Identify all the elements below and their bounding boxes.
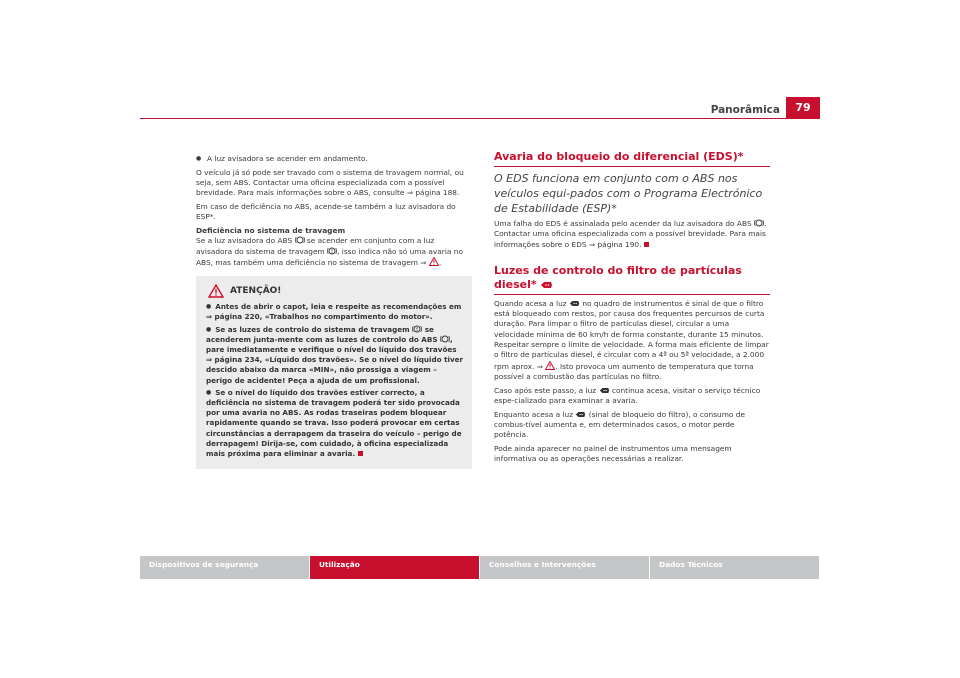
paragraph: Caso após este passo, a luz continua acesa, visitar o serviço técnico espe-cializado para examinar a avaria. — [494, 385, 761, 405]
abs-warning-icon — [295, 236, 305, 244]
bullet-item: ● A luz avisadora se acender em andamento. — [196, 154, 472, 164]
end-square-icon — [358, 451, 363, 456]
subheading: Deficiência no sistema de travagem — [196, 225, 346, 235]
brake-warning-icon — [412, 325, 422, 333]
left-column — [196, 154, 472, 469]
warning-box — [196, 276, 472, 469]
warning-triangle-icon — [545, 361, 555, 370]
bullet-icon: ● — [206, 388, 212, 396]
section-title: Luzes de controlo do filtro de partículas diesel* — [494, 264, 770, 295]
warning-triangle-icon — [429, 257, 439, 266]
paragraph: O veículo já só pode ser travado com o sistema de travagem normal, ou seja, sem ABS. Contactar uma oficina especializada com a possível brevidade. Para mais informações sobre o ABS, consulte ⇒ página 188. — [196, 167, 464, 198]
right-column — [494, 150, 770, 479]
footer-tab-safety[interactable]: Dispositivos de segurança — [140, 556, 309, 579]
paragraph: Quando acesa a luz no quadro de instrumentos é sinal de que o filtro está bloqueado com restos, por causa dos frequentes percursos de curta duração. Para limpar o filtro de partículas diesel, circular a uma velocidade mínima de 60 km/h de forma constante, durante 15 minutos. Respeitar sempre o limite de velocidade. A forma mais eficiente de limpar o filtro de partículas diesel, é circular com a 4ª ou 5ª velocidade, a 2.000 rpm aprox. ⇒ . Isto provoca um aumento de temperatura que torna possível a combustão das partículas no filtro. — [494, 298, 769, 381]
dpf-section — [494, 264, 770, 465]
diesel-filter-icon — [599, 387, 610, 394]
bullet-icon: ● — [206, 303, 212, 311]
section-subtitle: O EDS funciona em conjunto com o ABS nos veículos equi-pados com o Programa Electrónico de Estabilidade (ESP)* — [494, 172, 763, 215]
section-title: Avaria do bloqueio do diferencial (EDS)* — [494, 150, 770, 167]
bullet-icon: ● — [206, 325, 212, 333]
warning-triangle-icon — [208, 284, 224, 298]
eds-section — [494, 150, 770, 250]
warning-item: ● Se as luzes de controlo do sistema de travagem se acenderem junta-mente com as luzes de controlo do ABS , pare imediatamente e verifique o nível do líquido dos travões ⇒ página 234, «Líquido dos travões». Se o nível do líquido tiver descido abaixo da marca «MIN», não prossiga a viagem – perigo de acidente! Peça a ajuda de um profissional. — [206, 324, 464, 385]
paragraph: Enquanto acesa a luz (sinal de bloqueio do filtro), o consumo de combus-tível aumenta e, em determinados casos, o motor perde potência. — [494, 409, 746, 440]
diesel-filter-icon — [569, 300, 580, 307]
warning-item: ● Antes de abrir o capot, leia e respeite as recomendações em ⇒ página 220, «Trabalhos no compartimento do motor». — [206, 302, 462, 322]
warning-item: ● Se o nível do líquido dos travões estiver correcto, a deficiência no sistema de travagem poderá ter sido provocada por uma avaria no ABS. As rodas traseiras podem bloquear rapidamente quando se trava. Isso poderá provocar em certas circunstâncias a derrapagem da traseira do veículo – perigo de derrapagem! Dirija-se, com cuidado, à oficina especializada mais próxima para eliminar a avaria. — [206, 387, 462, 458]
paragraph: Se a luz avisadora do ABS se acender em conjunto com a luz avisadora do sistema de travagem , isso indica não só uma avaria no ABS, mas também uma deficiência no sistema de travagem ⇒ . — [196, 236, 463, 267]
paragraph: Em caso de deficiência no ABS, acende-se também a luz avisadora do ESP*. — [196, 201, 456, 222]
warning-title: ATENÇÃO! — [206, 284, 464, 298]
diesel-filter-icon — [575, 411, 586, 418]
page-header-title: Panorâmica — [710, 104, 780, 116]
footer-nav — [140, 556, 820, 579]
paragraph: Uma falha do EDS é assinalada pelo acender da luz avisadora do ABS . Contactar uma oficina especializada com a possível brevidade. Para mais informações sobre o EDS ⇒ página 190. — [494, 219, 767, 249]
footer-tab-usage[interactable]: Utilização — [310, 556, 479, 579]
paragraph: Pode ainda aparecer no painel de instrumentos uma mensagem informativa ou as operações necessárias a realizar. — [494, 443, 732, 464]
abs-warning-icon — [754, 219, 764, 227]
abs-warning-icon — [440, 335, 450, 343]
footer-tab-advice[interactable]: Conselhos e Intervenções — [480, 556, 649, 579]
end-square-icon — [644, 242, 649, 247]
page-number: 79 — [786, 97, 820, 118]
footer-tab-technical-data[interactable]: Dados Técnicos — [650, 556, 819, 579]
diesel-filter-icon — [540, 281, 553, 289]
brake-warning-icon — [327, 247, 337, 255]
header-divider — [140, 118, 820, 119]
